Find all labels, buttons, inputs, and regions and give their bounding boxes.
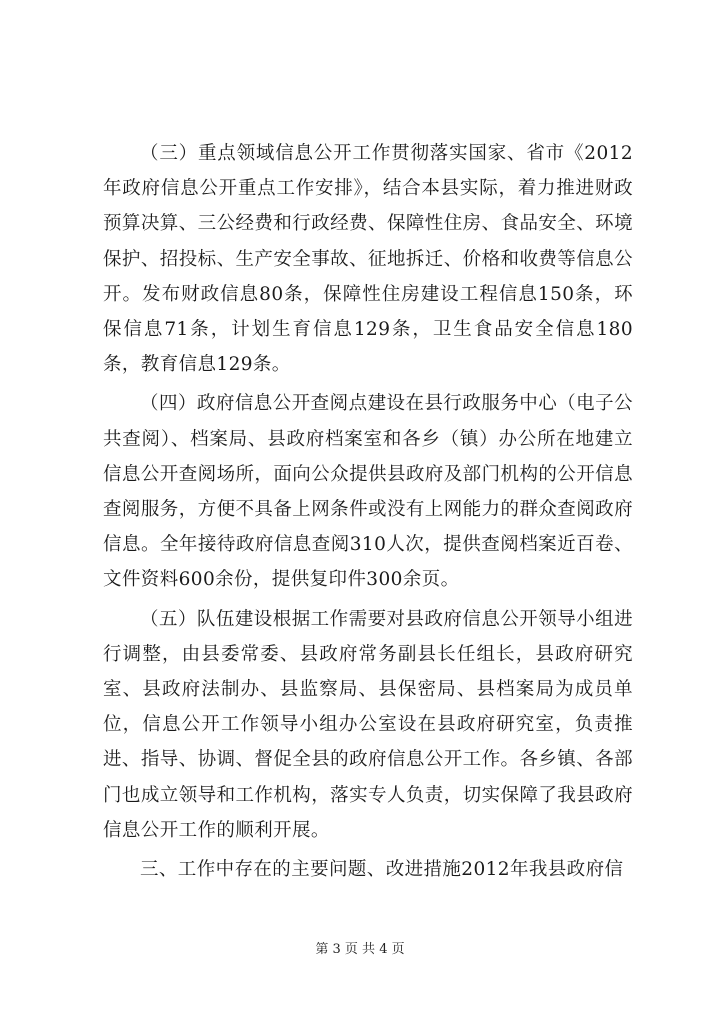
paragraph-key-areas: （三）重点领域信息公开工作贯彻落实国家、省市《2012年政府信息公开重点工作安排》，结合本县实际，着力推进财政预算决算、三公经费和行政经费、保障性住房、食品安全、环境保护、招投标、生产安全事故、征地拆迁、价格和收费等信息公开。发布财政信息80条，保障性住房建设工程信息150条，环保信息71条，计划生育信息129条，卫生食品安全信息180条，教育信息129条。 bbox=[103, 143, 633, 376]
page-footer: 第 3 页 共 4 页 bbox=[315, 942, 405, 957]
document-body bbox=[103, 136, 633, 891]
paragraph-section-three: 三、工作中存在的主要问题、改进措施2012年我县政府信 bbox=[140, 859, 624, 881]
paragraph-team-building: （五）队伍建设根据工作需要对县政府信息公开领导小组进行调整，由县委常委、县政府常务副县长任组长，县政府研究室、县政府法制办、县监察局、县保密局、县档案局为成员单位，信息公开工作领导小组办公室设在县政府研究室，负责推进、指导、协调、督促全县的政府信息公开工作。各乡镇、各部门也成立领导和工作机构，落实专人负责，切实保障了我县政府信息公开工作的顺利开展。 bbox=[103, 608, 633, 841]
paragraph-reading-points: （四）政府信息公开查阅点建设在县行政服务中心（电子公共查阅）、档案局、县政府档案室和各乡（镇）办公所在地建立信息公开查阅场所，面向公众提供县政府及部门机构的公开信息查阅服务，方便不具备上网条件或没有上网能力的群众查阅政府信息。全年接待政府信息查阅310人次，提供查阅档案近百卷、文件资料600余份，提供复印件300余页。 bbox=[103, 393, 633, 591]
